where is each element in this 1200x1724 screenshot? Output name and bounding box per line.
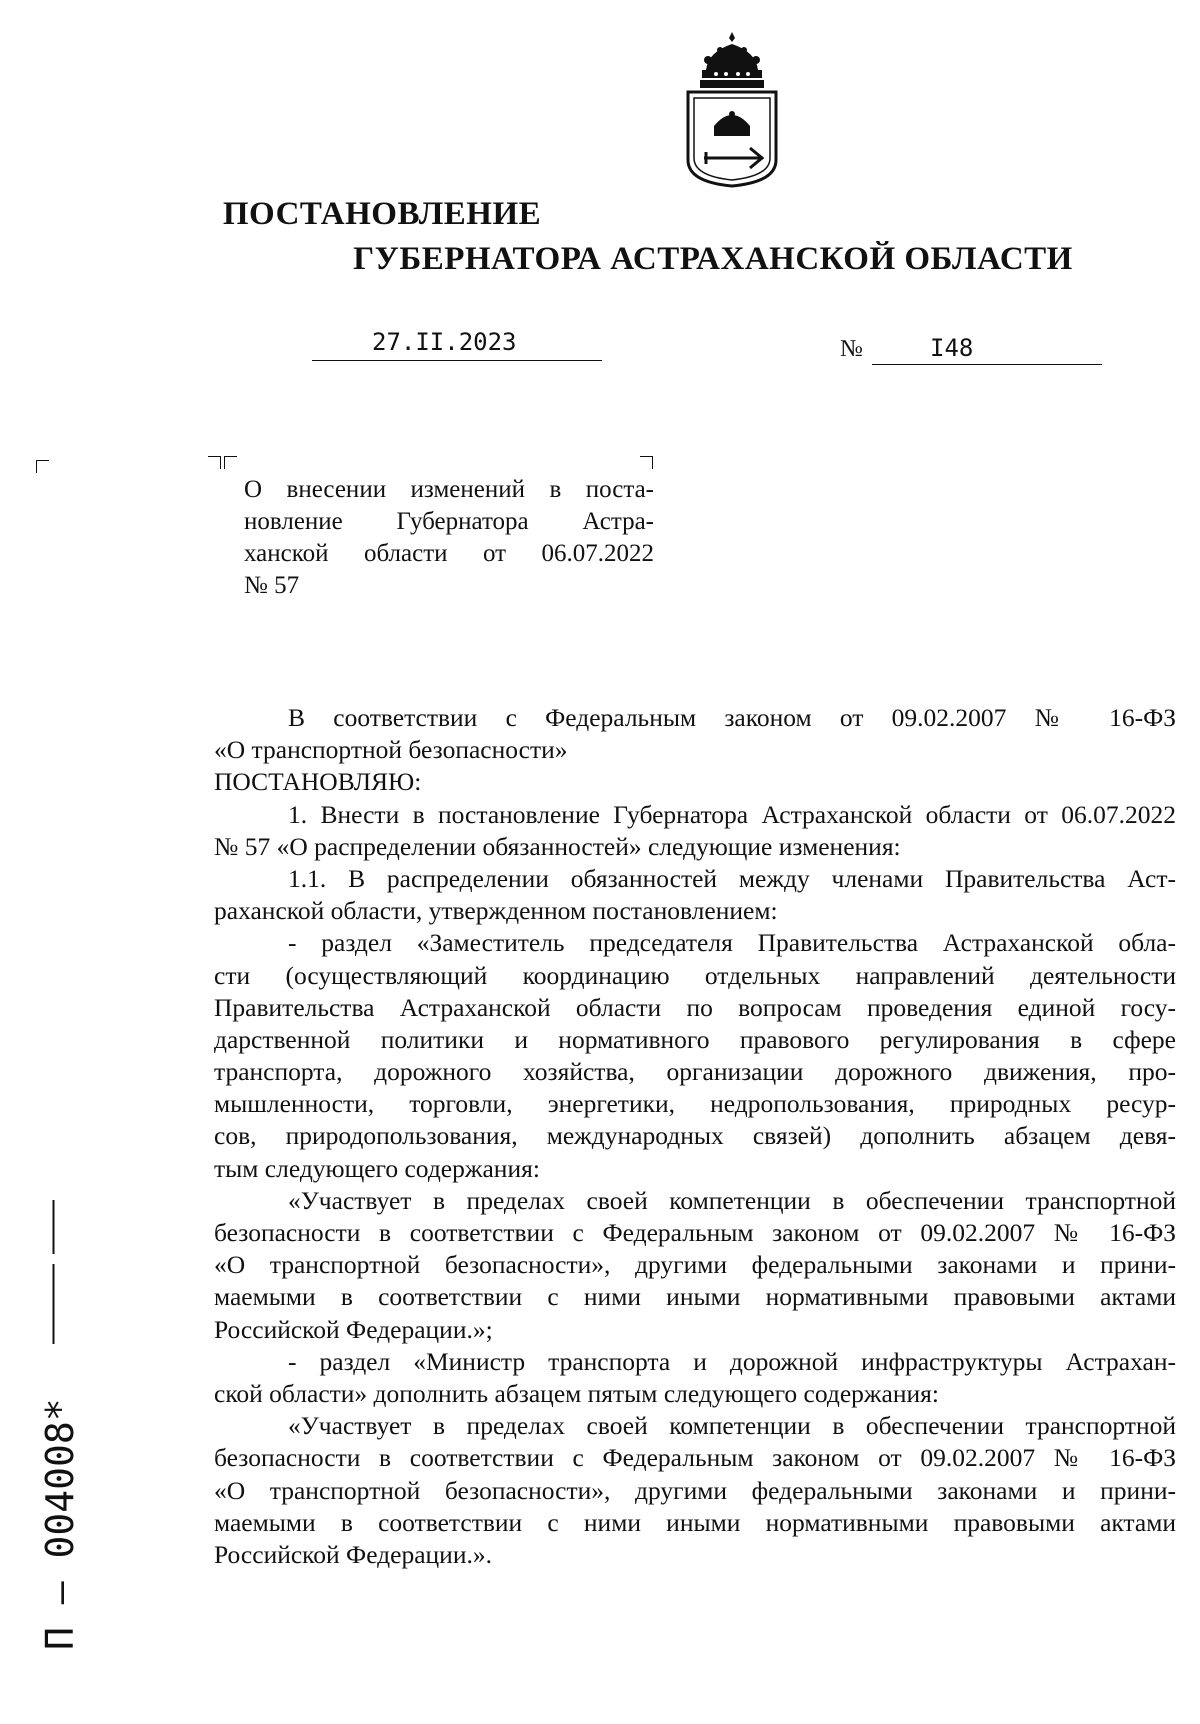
body-line: дарственной политики и нормативного правового регулирования в сфере (214, 1024, 1176, 1054)
body-line: 1. Внести в постановление Губернатора Астраханской области от 06.07.2022 (288, 799, 1176, 829)
document-number: I48 (930, 334, 974, 362)
coat-of-arms-emblem (676, 30, 788, 190)
document-issuer: ГУБЕРНАТОРА АСТРАХАНСКОЙ ОБЛАСТИ (353, 241, 1073, 277)
body-line: В соответствии с Федеральным законом от 09.02.2007 № 16-ФЗ (288, 703, 1176, 732)
number-sign: № (840, 336, 863, 362)
body-line: Российской Федерации.». (214, 1539, 492, 1569)
body-line: «Участвует в пределах своей компетенции в обеспечении транспортной (288, 1411, 1176, 1441)
body-line: «О транспортной безопасности», другими федеральными законами и прини- (214, 1250, 1176, 1280)
body-line: ской области» дополнить абзацем пятым следующего содержания: (214, 1378, 939, 1408)
subject-corner-mark-left-inner (224, 456, 237, 469)
body-line: - раздел «Заместитель председателя Правительства Астраханской обла- (288, 928, 1176, 958)
subject-corner-mark-left-outer (208, 456, 221, 469)
number-underline (872, 364, 1102, 365)
document-subject (244, 474, 654, 602)
document-body (214, 702, 1176, 1571)
date-underline (312, 360, 602, 361)
body-line: раханской области, утвержденном постановлением: (214, 896, 778, 926)
body-line: Правительства Астраханской области по вопросам проведения единой госу- (214, 992, 1176, 1022)
body-line: «О транспортной безопасности», другими федеральными законами и прини- (214, 1475, 1176, 1505)
document-date: 27.II.2023 (372, 328, 517, 356)
body-line: «О транспортной безопасности» (214, 735, 568, 765)
body-line: сти (осуществляющий координацию отдельных направлений деятельности (214, 960, 1176, 990)
margin-serial-code (34, 1360, 94, 1660)
body-line: «Участвует в пределах своей компетенции в обеспечении транспортной (288, 1185, 1176, 1215)
body-line: 1.1. В распределении обязанностей между членами Правительства Аст- (288, 863, 1176, 893)
subject-line: новление Губернатора Астра- (244, 508, 654, 535)
body-line: транспорта, дорожного хозяйства, организации дорожного движения, про- (214, 1057, 1176, 1087)
body-line: безопасности в соответствии с Федеральным законом от 09.02.2007 № 16-ФЗ (214, 1443, 1176, 1473)
body-line: № 57 «О распределении обязанностей» следующие изменения: (214, 831, 901, 861)
document-title: ПОСТАНОВЛЕНИЕ (222, 196, 542, 232)
subject-line: О внесении изменений в поста- (244, 476, 654, 503)
left-margin-corner-mark (36, 460, 49, 473)
body-line: маемыми в соответствии с ними иными нормативными правовыми актами (214, 1507, 1176, 1537)
body-line: тым следующего содержания: (214, 1153, 540, 1183)
body-line: маемыми в соответствии с ними иными нормативными правовыми актами (214, 1282, 1176, 1312)
body-line: безопасности в соответствии с Федеральным законом от 09.02.2007 № 16-ФЗ (214, 1218, 1176, 1247)
body-line: Российской Федерации.»; (214, 1314, 493, 1344)
body-line-decree-word: ПОСТАНОВЛЯЮ: (214, 767, 422, 797)
body-line: сов, природопользования, международных связей) дополнить абзацем девя- (214, 1121, 1176, 1151)
serial-code-text: П – 004008* (38, 1398, 82, 1650)
subject-corner-mark-right (640, 456, 653, 469)
subject-line: ханской области от 06.07.2022 (244, 540, 654, 567)
body-line: - раздел «Министр транспорта и дорожной инфраструктуры Астрахан- (288, 1346, 1176, 1376)
body-line: мышленности, торговли, энергетики, недропользования, природных ресур- (214, 1089, 1176, 1119)
margin-vertical-rule (52, 1200, 55, 1344)
subject-line: № 57 (244, 572, 300, 599)
